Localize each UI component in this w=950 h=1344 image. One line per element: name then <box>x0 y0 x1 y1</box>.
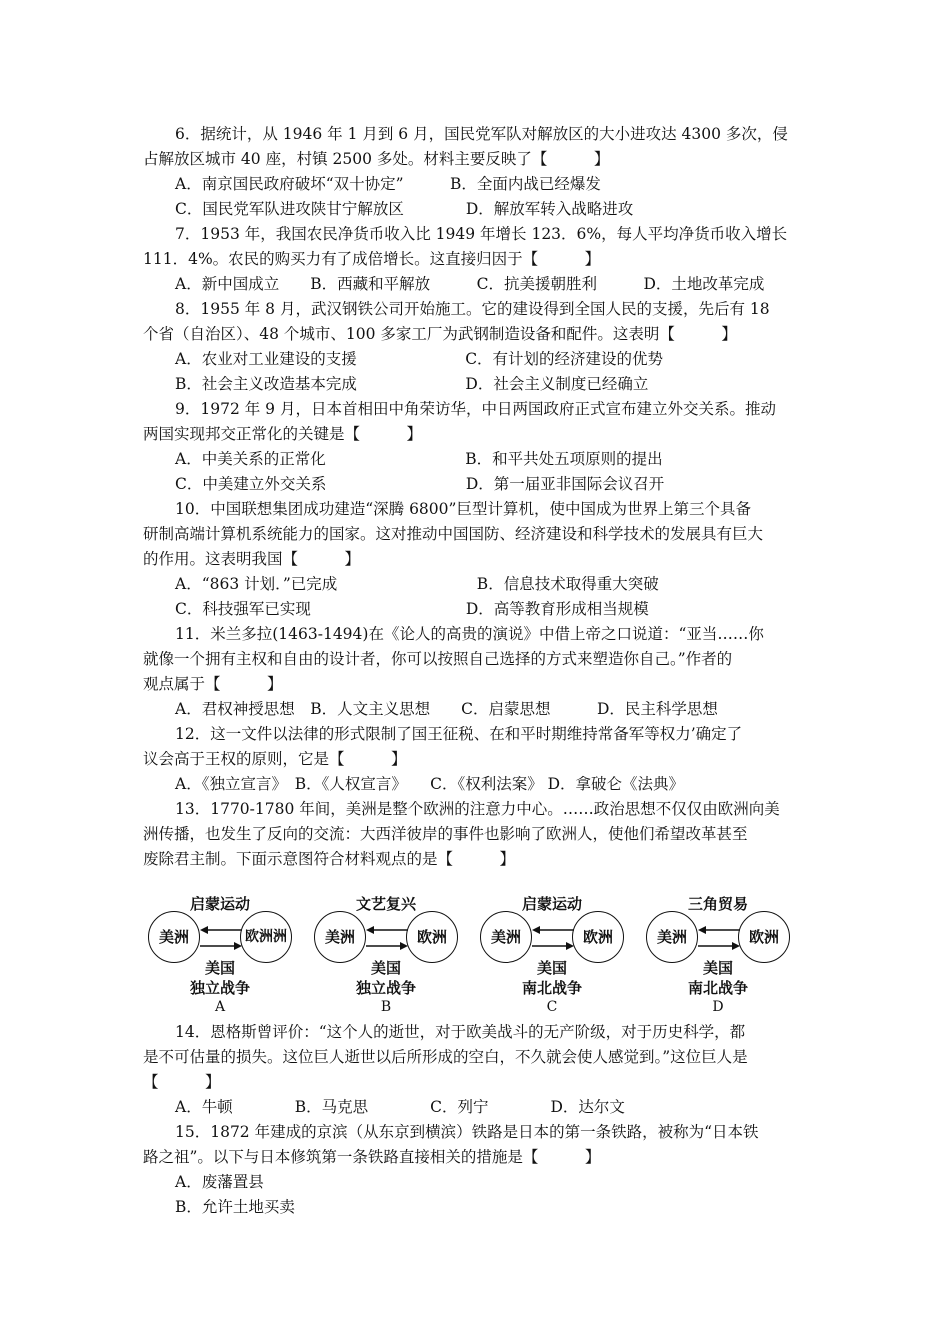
q14-stem-line2: 是不可估量的损失。这位巨人逝世以后所形成的空白，不久就会使人感觉到。”这位巨人是 <box>143 1048 748 1066</box>
q9-stem-line2: 两国实现邦交正常化的关键是【 】 <box>143 425 423 443</box>
q12-options: A．《独立宣言》 B．《人权宣言》 C．《权利法案》 D．拿破仑《法典》 <box>175 775 685 793</box>
q6-stem-line2: 占解放区城市 40 座，村镇 2500 多处。材料主要反映了【 】 <box>143 150 610 168</box>
q12-stem-line1: 12．这一文件以法律的形式限制了国王征税、在和平时期维持常备军等权力’确定了 <box>175 725 743 743</box>
q9-options-cd: C．中美建立外交关系 D．第一届亚非国际会议召开 <box>175 475 665 493</box>
q7-stem-line1: 7．1953 年，我国农民净货币收入比 1949 年增长 123．6%，每人平均净货币收入增长 <box>175 225 788 243</box>
q11-options: A．君权神授思想 B．人文主义思想 C．启蒙思想 D．民主科学思想 <box>175 700 718 718</box>
diagram-bottom-label-2: 南北战争 <box>687 979 748 997</box>
q6-options-ab: A．南京国民政府破坏“双十协定” B．全面内战已经爆发 <box>175 175 601 193</box>
q6-stem-line1: 6．据统计，从 1946 年 1 月到 6 月，国民党军队对解放区的大小进攻达 4300 多次，侵 <box>175 125 788 143</box>
diagram-bottom-label-2: 独立战争 <box>355 979 416 997</box>
diagram-option-letter: B <box>380 999 392 1015</box>
diagram-bottom-label-1: 美国 <box>702 959 733 977</box>
q13-stem-line3: 废除君主制。下面示意图符合材料观点的是【 】 <box>143 850 516 868</box>
diagram-option-letter: A <box>214 999 226 1015</box>
q15-option-a: A．废藩置县 <box>175 1173 264 1191</box>
q10-stem-line3: 的作用。这表明我国【 】 <box>143 550 361 568</box>
q15-stem-line1: 15．1872 年建成的京滨（从东京到横滨）铁路是日本的第一条铁路，被称为“日本铁 <box>175 1123 759 1141</box>
america-circle: 美洲 <box>314 911 366 963</box>
q10-options-ab: A．“863 计划．”已完成 B．信息技术取得重大突破 <box>175 575 659 593</box>
exchange-arrows-icon <box>530 915 576 959</box>
europe-circle: 欧洲 <box>572 911 624 963</box>
america-circle: 美洲 <box>646 911 698 963</box>
exchange-arrows-icon <box>364 915 410 959</box>
q9-stem-line1: 9．1972 年 9 月，日本首相田中角荣访华，中日两国政府正式宣布建立外交关系。推动 <box>175 400 776 418</box>
q15-option-b: B．允许土地买卖 <box>175 1198 295 1216</box>
q13-stem-line2: 洲传播，也发生了反向的交流：大西洋彼岸的事件也影响了欧洲人，使他们希望改革甚至 <box>143 825 748 843</box>
q9-options-ab: A．中美关系的正常化 B．和平共处五项原则的提出 <box>175 450 663 468</box>
diagram-option-letter: D <box>712 999 724 1015</box>
q7-stem-line2: 111．4%。农民的购买力有了成倍增长。这直接归因于【 】 <box>143 250 601 268</box>
diagram-bottom-label-2: 南北战争 <box>521 979 582 997</box>
diagram-top-label: 启蒙运动 <box>189 895 250 913</box>
america-circle: 美洲 <box>480 911 532 963</box>
exchange-arrows-icon <box>198 915 244 959</box>
q14-options: A．牛顿 B．马克思 C．列宁 D．达尔文 <box>175 1098 625 1116</box>
diagram-option-letter: C <box>546 999 558 1015</box>
exchange-arrows-icon <box>696 915 742 959</box>
diagram-bottom-label-1: 美国 <box>370 959 401 977</box>
q7-options: A．新中国成立 B．西藏和平解放 C．抗美援朝胜利 D．土地改革完成 <box>175 275 765 293</box>
q13-stem-line1: 13．1770-1780 年间，美洲是整个欧洲的注意力中心。……政治思想不仅仅由欧洲向美 <box>175 800 780 818</box>
q8-options-ac: A．农业对工业建设的支援 C．有计划的经济建设的优势 <box>175 350 664 368</box>
q11-stem-line2: 就像一个拥有主权和自由的设计者，你可以按照自己选择的方式来塑造你自己。”作者的 <box>143 650 733 668</box>
diagram-bottom-label-1: 美国 <box>204 959 235 977</box>
diagram-option-d <box>638 895 798 1023</box>
europe-circle: 欧洲 <box>406 911 458 963</box>
q8-stem-line2: 个省（自治区）、48 个城市、100 多家工厂为武钢制造设备和配件。这表明【 】 <box>143 325 737 343</box>
diagram-option-b <box>306 895 466 1023</box>
diagram-bottom-label-2: 独立战争 <box>189 979 250 997</box>
q15-stem-line2: 路之祖”。以下与日本修筑第一条铁路直接相关的措施是【 】 <box>143 1148 601 1166</box>
q14-stem-line3: 【 】 <box>143 1073 221 1091</box>
q13-diagram <box>140 895 820 1023</box>
q12-stem-line2: 议会高于王权的原则，它是【 】 <box>143 750 407 768</box>
q10-stem-line1: 10．中国联想集团成功建造“深腾 6800”巨型计算机，使中国成为世界上第三个具备 <box>175 500 751 518</box>
q8-stem-line1: 8．1955 年 8 月，武汉钢铁公司开始施工。它的建设得到全国人民的支援，先后有 18 <box>175 300 770 318</box>
europe-circle: 欧洲 <box>738 911 790 963</box>
diagram-top-label: 启蒙运动 <box>521 895 582 913</box>
diagram-option-c <box>472 895 632 1023</box>
q8-options-bd: B．社会主义改造基本完成 D．社会主义制度已经确立 <box>175 375 649 393</box>
q6-options-cd: C．国民党军队进攻陕甘宁解放区 D．解放军转入战略进攻 <box>175 200 634 218</box>
europe-circle: 欧洲洲 <box>240 911 292 963</box>
diagram-bottom-label-1: 美国 <box>536 959 567 977</box>
q11-stem-line3: 观点属于【 】 <box>143 675 283 693</box>
diagram-top-label: 文艺复兴 <box>355 895 416 913</box>
q10-stem-line2: 研制高端计算机系统能力的国家。这对推动中国国防、经济建设和科学技术的发展具有巨大 <box>143 525 764 543</box>
america-circle: 美洲 <box>148 911 200 963</box>
diagram-option-a <box>140 895 300 1023</box>
q14-stem-line1: 14．恩格斯曾评价：“这个人的逝世，对于欧美战斗的无产阶级，对于历史科学，都 <box>175 1023 746 1041</box>
diagram-top-label: 三角贸易 <box>687 895 748 913</box>
q11-stem-line1: 11．米兰多拉(1463-1494)在《论人的高贵的演说》中借上帝之口说道：“亚当……你 <box>175 625 764 643</box>
q10-options-cd: C．科技强军已实现 D．高等教育形成相当规模 <box>175 600 649 618</box>
